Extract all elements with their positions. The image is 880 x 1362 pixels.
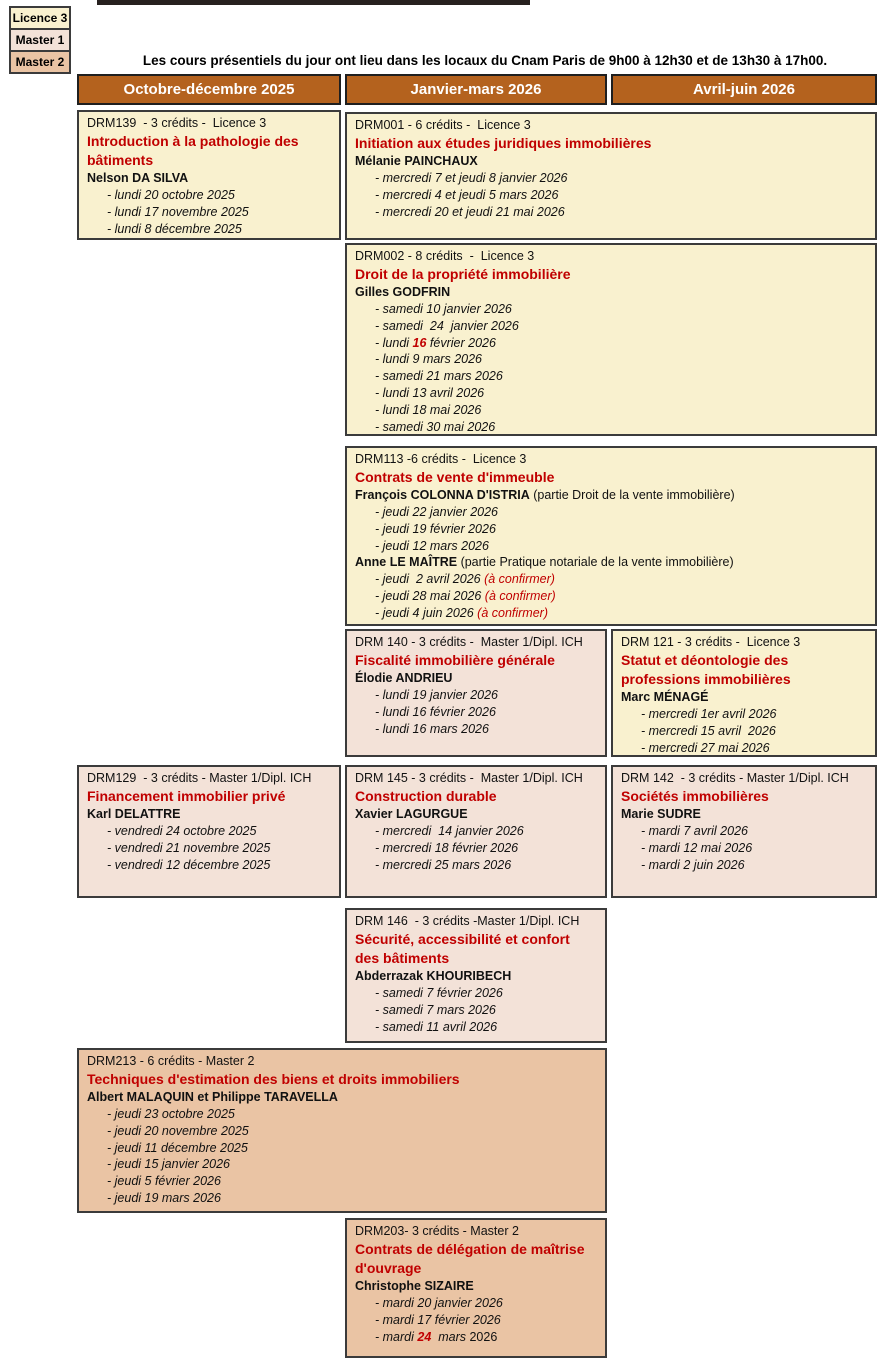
date-segment: - samedi 7 février 2026 xyxy=(375,986,503,1000)
date-segment: - jeudi 2 avril 2026 xyxy=(375,572,485,587)
instructor-name: Gilles GODFRIN xyxy=(355,285,451,299)
course-card-drm146 xyxy=(345,908,607,1043)
date-segment: - mercredi 14 janvier 2026 xyxy=(375,824,524,838)
date-segment: - lundi 20 octobre 2025 xyxy=(107,188,235,202)
instructor-name: Xavier LAGURGUE xyxy=(355,807,468,821)
course-code: DRM203- 3 crédits - Master 2 xyxy=(355,1224,519,1238)
session-date xyxy=(355,1295,597,1312)
course-card-drm121 xyxy=(611,629,877,757)
course-card-drm145 xyxy=(345,765,607,898)
session-date xyxy=(355,721,597,738)
session-date xyxy=(621,857,867,874)
session-date xyxy=(355,857,597,874)
date-segment: - lundi 18 mai 2026 xyxy=(375,402,482,417)
course-title: Initiation aux études juridiques immobilières xyxy=(355,135,652,151)
session-date xyxy=(87,204,331,221)
session-date xyxy=(355,419,867,436)
date-segment: - vendredi 12 décembre 2025 xyxy=(107,857,271,872)
date-segment: - mercredi 15 avril 2026 xyxy=(641,723,776,738)
course-instructor xyxy=(355,153,867,170)
session-date xyxy=(87,221,331,238)
session-date xyxy=(355,840,597,857)
date-segment: (à confirmer) xyxy=(477,605,548,620)
course-title: Introduction à la pathologie des bâtiments xyxy=(87,133,299,168)
course-card-drm142 xyxy=(611,765,877,898)
date-segment: - lundi 16 février 2026 xyxy=(375,704,496,719)
session-date xyxy=(87,1140,597,1157)
session-date xyxy=(87,1173,597,1190)
session-date xyxy=(87,840,331,857)
session-date xyxy=(355,170,867,187)
date-segment: - jeudi 5 février 2026 xyxy=(107,1174,221,1189)
instructor-name: Élodie ANDRIEU xyxy=(355,671,453,685)
instructor-name: Anne LE MAÎTRE xyxy=(355,555,458,570)
date-segment: - mercredi 20 et jeudi 21 mai 2026 xyxy=(375,204,565,219)
course-card-drm139 xyxy=(77,110,341,240)
course-title: Fiscalité immobilière générale xyxy=(355,652,555,668)
instructor-name: Mélanie PAINCHAUX xyxy=(355,154,478,168)
course-instructor xyxy=(621,689,867,706)
column-header-oct-dec-2025: Octobre-décembre 2025 xyxy=(77,74,341,105)
date-segment: - samedi 24 janvier 2026 xyxy=(375,318,519,333)
instructor-name: Marc MÉNAGÉ xyxy=(621,690,709,704)
date-segment: - mercredi 25 mars 2026 xyxy=(375,857,512,872)
date-segment: - vendredi 21 novembre 2025 xyxy=(107,840,271,855)
course-instructor xyxy=(621,806,867,823)
date-segment: - lundi 8 décembre 2025 xyxy=(107,221,242,236)
date-segment: - mercredi 7 et jeudi 8 janvier 2026 xyxy=(375,171,568,185)
course-instructor xyxy=(355,284,867,301)
date-segment: - lundi xyxy=(375,335,413,350)
course-instructor xyxy=(355,554,867,571)
instructor-note: (partie Pratique notariale de la vente immobilière) xyxy=(457,555,734,570)
instructor-name: Karl DELATTRE xyxy=(87,807,181,821)
session-date xyxy=(87,1156,597,1173)
session-date xyxy=(87,823,331,840)
date-segment: - jeudi 22 janvier 2026 xyxy=(375,505,498,519)
session-date xyxy=(355,985,597,1002)
date-segment: - jeudi 19 février 2026 xyxy=(375,521,496,536)
session-date xyxy=(355,1019,597,1036)
legend-master2: Master 2 xyxy=(11,52,69,72)
date-segment: mars xyxy=(431,1329,470,1344)
date-segment: - jeudi 23 octobre 2025 xyxy=(107,1107,235,1121)
course-instructor xyxy=(87,170,331,187)
instructor-note: (partie Droit de la vente immobilière) xyxy=(529,488,735,502)
date-segment: 2026 xyxy=(469,1329,498,1344)
session-date xyxy=(355,704,597,721)
session-date xyxy=(87,1190,597,1207)
session-date xyxy=(355,335,867,352)
date-segment: - lundi 16 mars 2026 xyxy=(375,721,489,736)
date-segment: - jeudi 19 mars 2026 xyxy=(107,1190,221,1205)
course-code: DRM001 - 6 crédits - Licence 3 xyxy=(355,118,531,132)
date-segment: (à confirmer) xyxy=(484,589,556,604)
session-date xyxy=(621,823,867,840)
date-segment: - samedi 7 mars 2026 xyxy=(375,1002,496,1017)
date-segment: - vendredi 24 octobre 2025 xyxy=(107,824,257,838)
session-date xyxy=(355,368,867,385)
date-segment: - mercredi 1er avril 2026 xyxy=(641,707,777,721)
course-code: DRM213 - 6 crédits - Master 2 xyxy=(87,1054,255,1068)
course-title: Sociétés immobilières xyxy=(621,788,769,804)
session-date xyxy=(87,1106,597,1123)
course-instructor xyxy=(87,1089,597,1106)
session-date xyxy=(355,385,867,402)
course-title: Techniques d'estimation des biens et droits immobiliers xyxy=(87,1071,460,1087)
date-segment: - mercredi 4 et jeudi 5 mars 2026 xyxy=(375,187,559,202)
course-title: Contrats de vente d'immeuble xyxy=(355,469,555,485)
session-date xyxy=(355,1329,597,1346)
date-segment: - jeudi 11 décembre 2025 xyxy=(107,1140,248,1155)
date-segment: - samedi 21 mars 2026 xyxy=(375,369,503,384)
session-date xyxy=(355,318,867,335)
course-title: Sécurité, accessibilité et confort des bâtiments xyxy=(355,931,570,966)
cropped-title-banner xyxy=(97,0,530,5)
course-card-drm002 xyxy=(345,243,877,436)
session-date xyxy=(355,204,867,221)
course-code: DRM 145 - 3 crédits - Master 1/Dipl. ICH xyxy=(355,771,583,785)
date-segment: - mardi 7 avril 2026 xyxy=(641,824,748,838)
date-segment: - lundi 13 avril 2026 xyxy=(375,385,485,400)
date-segment: - lundi 19 janvier 2026 xyxy=(375,688,498,702)
level-legend xyxy=(9,6,71,74)
course-title: Construction durable xyxy=(355,788,497,804)
course-title: Financement immobilier privé xyxy=(87,788,286,804)
session-date xyxy=(355,187,867,204)
session-date xyxy=(355,687,597,704)
date-segment: 16 xyxy=(412,335,427,350)
session-date xyxy=(621,723,867,740)
session-date xyxy=(355,521,867,538)
course-card-drm203 xyxy=(345,1218,607,1358)
course-code: DRM 140 - 3 crédits - Master 1/Dipl. ICH xyxy=(355,635,583,649)
instructor-name: Nelson DA SILVA xyxy=(87,171,189,185)
course-code: DRM 142 - 3 crédits - Master 1/Dipl. ICH xyxy=(621,771,849,785)
course-code: DRM 146 - 3 crédits -Master 1/Dipl. ICH xyxy=(355,914,580,928)
date-segment: - jeudi 4 juin 2026 xyxy=(375,605,478,620)
instructor-name: Marie SUDRE xyxy=(621,807,701,821)
date-segment: - mardi 12 mai 2026 xyxy=(641,840,753,855)
instructor-name: Albert MALAQUIN et Philippe TARAVELLA xyxy=(87,1090,338,1104)
legend-master1: Master 1 xyxy=(11,30,69,52)
legend-licence3: Licence 3 xyxy=(11,8,69,30)
course-instructor xyxy=(355,487,867,504)
course-title: Statut et déontologie des professions immobilières xyxy=(621,652,791,687)
course-code: DRM139 - 3 crédits - Licence 3 xyxy=(87,116,267,130)
date-segment: - samedi 30 mai 2026 xyxy=(375,419,496,434)
session-date xyxy=(621,706,867,723)
date-segment: - mardi 2 juin 2026 xyxy=(641,857,745,872)
instructor-name: Abderrazak KHOURIBECH xyxy=(355,969,512,983)
session-date xyxy=(355,301,867,318)
date-segment: - jeudi 12 mars 2026 xyxy=(375,538,489,553)
session-date xyxy=(621,740,867,757)
course-card-drm113 xyxy=(345,446,877,626)
date-segment: (à confirmer) xyxy=(484,572,555,587)
course-code: DRM002 - 8 crédits - Licence 3 xyxy=(355,249,535,263)
course-code: DRM129 - 3 crédits - Master 1/Dipl. ICH xyxy=(87,771,312,785)
date-segment: - samedi 11 avril 2026 xyxy=(375,1019,498,1034)
course-instructor xyxy=(87,806,331,823)
course-instructor xyxy=(355,670,597,687)
instructor-name: Christophe SIZAIRE xyxy=(355,1279,474,1293)
course-card-drm213 xyxy=(77,1048,607,1213)
course-instructor xyxy=(355,1278,597,1295)
session-date xyxy=(87,187,331,204)
session-date xyxy=(355,1312,597,1329)
date-segment: - jeudi 15 janvier 2026 xyxy=(107,1157,230,1172)
course-code: DRM113 -6 crédits - Licence 3 xyxy=(355,452,527,466)
course-card-drm129 xyxy=(77,765,341,898)
date-segment: - jeudi 28 mai 2026 xyxy=(375,589,485,604)
course-title: Droit de la propriété immobilière xyxy=(355,266,571,282)
date-segment: - jeudi 20 novembre 2025 xyxy=(107,1123,249,1138)
date-segment: - lundi 17 novembre 2025 xyxy=(107,204,249,219)
session-date xyxy=(355,823,597,840)
date-segment: - lundi 9 mars 2026 xyxy=(375,352,483,367)
course-card-drm140 xyxy=(345,629,607,757)
course-code: DRM 121 - 3 crédits - Licence 3 xyxy=(621,635,801,649)
column-header-jan-mar-2026: Janvier-mars 2026 xyxy=(345,74,607,105)
date-segment: février 2026 xyxy=(426,335,496,350)
session-date xyxy=(355,538,867,555)
session-date xyxy=(621,840,867,857)
column-header-avr-juin-2026: Avril-juin 2026 xyxy=(611,74,877,105)
session-date xyxy=(355,351,867,368)
date-segment: - mercredi 18 février 2026 xyxy=(375,840,519,855)
course-instructor xyxy=(355,968,597,985)
instructor-name: François COLONNA D'ISTRIA xyxy=(355,488,530,502)
session-date xyxy=(355,571,867,588)
session-date xyxy=(355,588,867,605)
date-segment: - samedi 10 janvier 2026 xyxy=(375,302,512,316)
session-date xyxy=(355,605,867,622)
date-segment: - mardi 17 février 2026 xyxy=(375,1312,501,1327)
location-notice: Les cours présentiels du jour ont lieu dans les locaux du Cnam Paris de 9h00 à 12h30 et de 13h30 à 17h00. xyxy=(142,53,828,68)
date-segment: - mardi 20 janvier 2026 xyxy=(375,1296,503,1310)
course-title: Contrats de délégation de maîtrise d'ouvrage xyxy=(355,1241,585,1276)
date-segment: 24 xyxy=(417,1329,432,1344)
course-card-drm001 xyxy=(345,112,877,240)
course-instructor xyxy=(355,806,597,823)
session-date xyxy=(87,1123,597,1140)
date-segment: - mercredi 27 mai 2026 xyxy=(641,740,770,755)
session-date xyxy=(355,504,867,521)
session-date xyxy=(87,857,331,874)
session-date xyxy=(355,402,867,419)
session-date xyxy=(355,1002,597,1019)
date-segment: - mardi xyxy=(375,1329,418,1344)
